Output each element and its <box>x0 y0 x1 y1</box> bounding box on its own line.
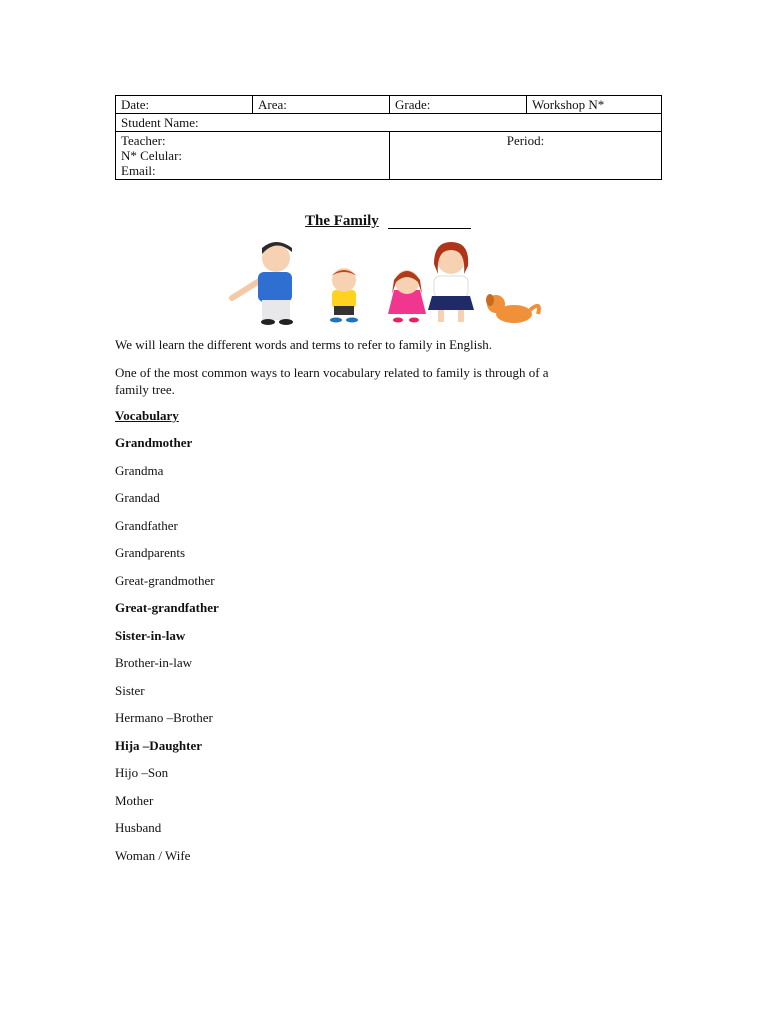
vocabulary-item: Sister-in-law <box>115 627 186 643</box>
header-table <box>115 95 662 180</box>
vocabulary-item: Great-grandmother <box>115 572 215 588</box>
boy-figure <box>330 268 358 323</box>
intro-paragraph-1: We will learn the different words and terms to refer to family in English. <box>115 337 493 352</box>
vocabulary-item: Grandfather <box>115 517 178 533</box>
celular-field: N* Celular: <box>121 148 183 163</box>
vocabulary-item: Great-grandfather <box>115 600 219 615</box>
mother-figure <box>428 242 474 322</box>
teacher-field: Teacher: <box>121 133 166 148</box>
intro-paragraph-2: One of the most common ways to learn vocabulary related to family is through of a family tree. <box>115 365 549 397</box>
email-field: Email: <box>121 163 156 178</box>
date-field: Date: <box>116 96 253 114</box>
grade-field: Grade: <box>390 96 527 114</box>
vocabulary-item: Grandparents <box>115 545 186 560</box>
vocabulary-item: Grandmother <box>115 435 193 450</box>
area-field: Area: <box>253 96 390 114</box>
vocabulary-item: Mother <box>115 792 154 808</box>
vocabulary-list <box>115 435 219 875</box>
vocabulary-item: Grandad <box>115 490 160 505</box>
vocabulary-heading: Vocabulary <box>115 408 179 423</box>
period-field: Period: <box>390 132 662 180</box>
vocabulary-item: Grandma <box>115 462 164 478</box>
father-figure <box>232 242 293 325</box>
student-name-field: Student Name: <box>116 114 662 132</box>
page-title: The Family <box>305 213 379 229</box>
family-illustration <box>224 238 550 326</box>
vocabulary-item: Husband <box>115 820 162 835</box>
dog-figure <box>486 294 539 323</box>
title-underline <box>388 228 471 229</box>
vocabulary-item: Sister <box>115 682 145 698</box>
vocabulary-item: Brother-in-law <box>115 655 192 670</box>
workshop-field: Workshop N* <box>527 96 662 114</box>
girl-figure <box>388 270 426 323</box>
teacher-cell <box>116 132 390 180</box>
vocabulary-item: Hija –Daughter <box>115 737 203 753</box>
vocabulary-item: Woman / Wife <box>115 847 191 863</box>
vocabulary-item: Hermano –Brother <box>115 710 213 725</box>
vocabulary-item: Hijo –Son <box>115 765 169 780</box>
